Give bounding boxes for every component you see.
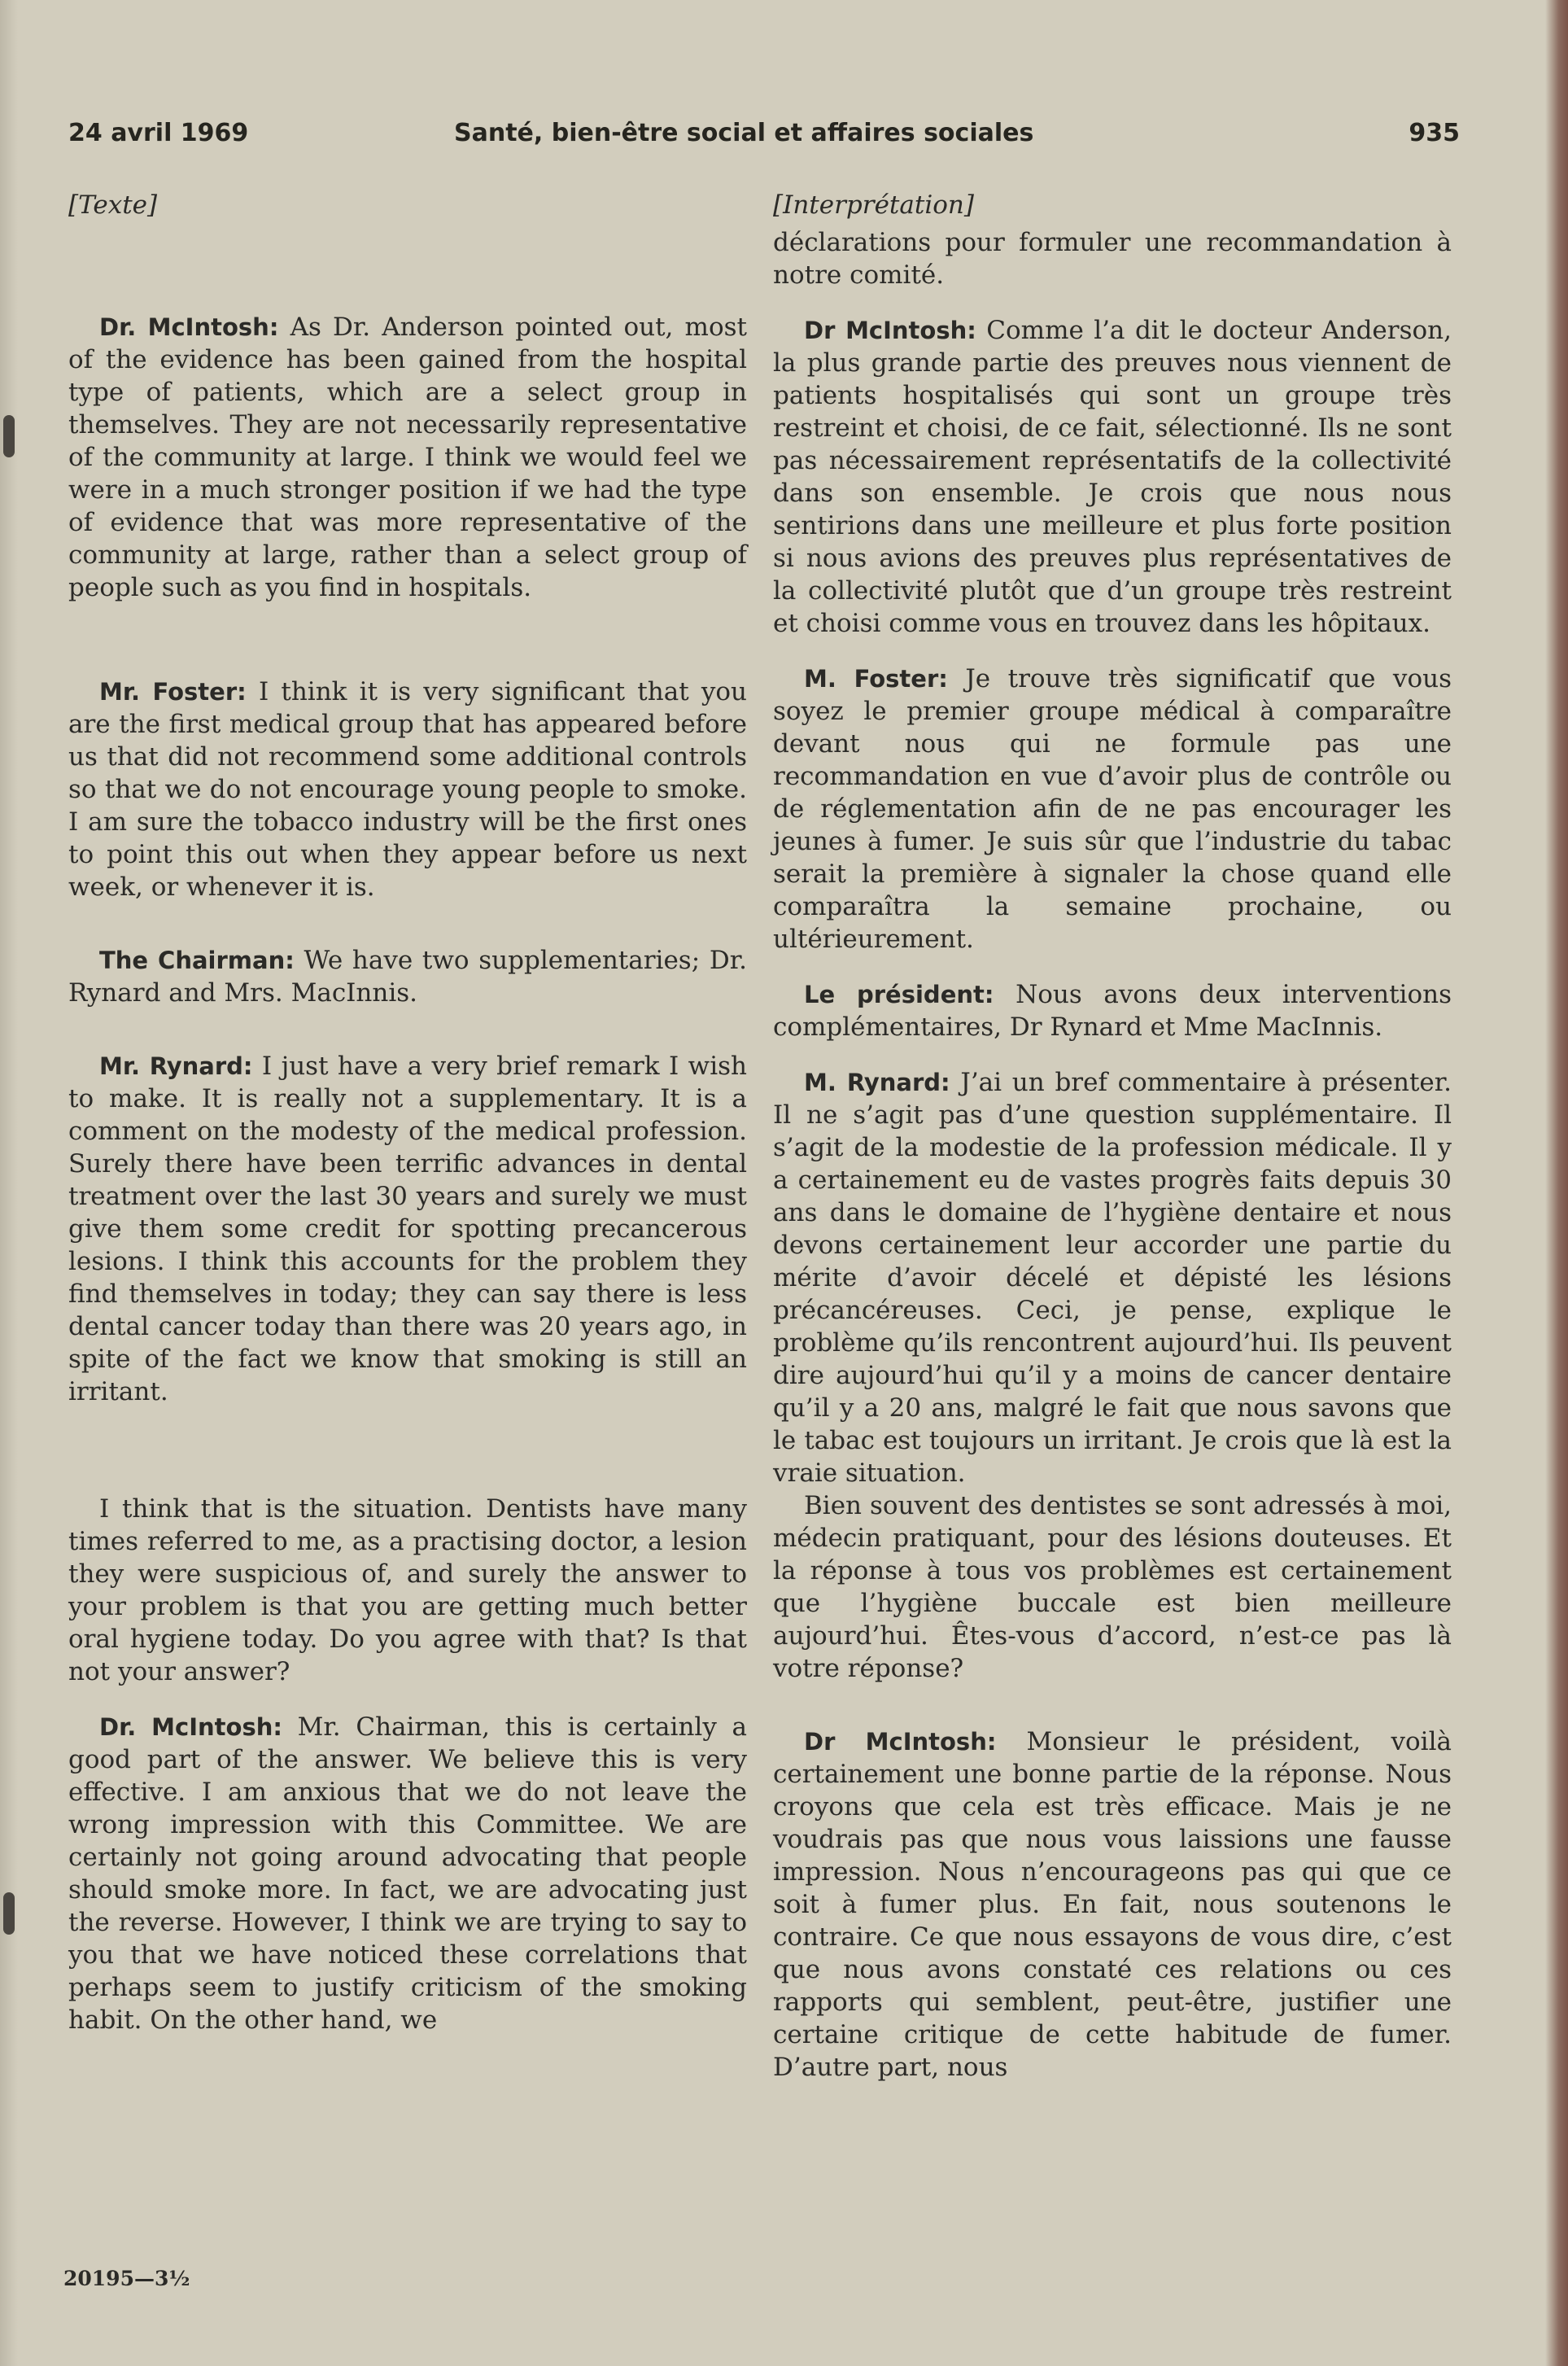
paragraph-text: J’ai un bref commentaire à présenter. Il ne s’agit pas d’une question supplémentaire. Il s’agit de la modestie de la profession médicale. Il y a certainement eu de vastes progrès faits depuis 30 ans dans le domaine de l’hygiène dentaire et nous devons certainement leur accorder une partie du mérite d’avoir décelé et dépisté les lésions précancéreuses. Ceci, je pense, explique le problème qu’ils rencontrent aujourd’hui. Ils peuvent dire aujourd’hui qu’il y a moins de cancer dentaire qu’il y a 20 ans, malgré le fait que nous savons que le tabac est toujours un irritant. Je crois que là est la vraie situation.	[773, 1068, 1452, 1488]
speaker-name: The Chairman:	[99, 947, 295, 974]
speaker-name: Mr. Rynard:	[99, 1052, 253, 1080]
column-label-text: [Texte]	[68, 190, 158, 220]
header-title: Santé, bien-être social et affaires sociales	[454, 119, 1034, 147]
paragraph-text: Je trouve très significatif que vous soyez le premier groupe médical à comparaître devant nous qui ne formule pas une recommandation en vue d’avoir plus de contrôle ou de réglementation afin de ne pas encourager les jeunes à fumer. Je suis sûr que l’industrie du tabac serait la première à signaler la chose quand elle comparaîtra la semaine prochaine, ou ultérieurement.	[773, 664, 1452, 954]
right-paragraph	[773, 1489, 1452, 1685]
left-paragraph	[68, 1493, 747, 1688]
column-label-interpretation: [Interprétation]	[773, 190, 974, 220]
right-paragraph	[773, 978, 1452, 1043]
left-paragraph	[68, 1711, 747, 2036]
right-paragraph	[773, 1066, 1452, 1489]
page-right-edge	[1545, 0, 1568, 2366]
running-header	[68, 111, 1460, 160]
speaker-name: Dr McIntosh:	[804, 317, 976, 344]
binding-punch-hole	[3, 415, 15, 457]
speaker-name: Dr. McIntosh:	[99, 1713, 282, 1741]
paragraph-text: As Dr. Anderson pointed out, most of the evidence has been gained from the hospital type of patients, which are a select group in themselves. They are not necessarily representative of the community at large. I think we would feel we were in a much stronger position if we had the type of evidence that was more representative of the community at large, rather than a select group of people such as you find in hospitals.	[68, 313, 747, 602]
document-page	[68, 111, 1460, 2082]
paragraph-text: Monsieur le président, voilà certainement une bonne partie de la réponse. Nous croyons que cela est très efficace. Mais je ne voudrais pas que nous vous laissions une fausse impression. Nous n’encourageons pas qui que ce soit à fumer plus. En fait, nous soutenons le contraire. Ce que nous essayons de vous dire, c’est que nous avons constaté ces relations ou ces rapports qui semblent, peut-être, justifier une certaine critique de cette habitude de fumer. D’autre part, nous	[773, 1727, 1452, 2082]
paragraph-text: We have two supplementaries; Dr. Rynard and Mrs. MacInnis.	[68, 946, 747, 1008]
page-number: 935	[1409, 119, 1460, 147]
paragraph-text: Nous avons deux interventions complémentaires, Dr Rynard et Mme MacInnis.	[773, 980, 1452, 1042]
left-paragraph	[68, 944, 747, 1009]
right-paragraph	[773, 1725, 1452, 2084]
french-column	[773, 189, 1452, 2084]
page-binding-edge	[0, 0, 18, 2366]
header-date: 24 avril 1969	[68, 119, 249, 147]
paragraph-text: I think it is very significant that you are the first medical group that has appeared before us that did not recommend some additional controls so that we do not encourage young people to smoke. I am sure the tobacco industry will be the first ones to point this out when they appear before us next week, or whenever it is.	[68, 677, 747, 902]
speaker-name: Dr McIntosh:	[804, 1728, 997, 1756]
paragraph-text: I just have a very brief remark I wish to make. It is really not a supplementary. It is a comment on the modesty of the medical profession. Surely there have been terrific advances in dental treatment over the last 30 years and surely we must give them some credit for spotting precancerous lesions. I think this accounts for the problem they find themselves in today; they can say there is less dental cancer today than there was 20 years ago, in spite of the fact we know that smoking is still an irritant.	[68, 1052, 747, 1406]
right-paragraph	[773, 314, 1452, 640]
right-paragraph	[773, 663, 1452, 956]
speaker-name: Le président:	[804, 981, 994, 1008]
binding-punch-hole	[3, 1892, 15, 1935]
paragraph-text: I think that is the situation. Dentists have many times referred to me, as a practising doctor, a lesion they were suspicious of, and surely the answer to your problem is that you are getting much better oral hygiene today. Do you agree with that? Is that not your answer?	[68, 1494, 747, 1686]
left-paragraph	[68, 1050, 747, 1408]
speaker-name: M. Foster:	[804, 665, 948, 693]
speaker-name: Dr. McIntosh:	[99, 313, 279, 341]
left-paragraph	[68, 676, 747, 903]
english-column	[68, 189, 747, 2036]
speaker-name: M. Rynard:	[804, 1069, 950, 1096]
paragraph-text: Mr. Chairman, this is certainly a good part of the answer. We believe this is very effective. I am anxious that we do not leave the wrong impression with this Committee. We are certainly not going around advocating that people should smoke more. In fact, we are advocating just the reverse. However, I think we are trying to say to you that we have noticed these correlations that perhaps seem to justify criticism of the smoking habit. On the other hand, we	[68, 1712, 747, 2035]
speaker-name: Mr. Foster:	[99, 678, 247, 706]
continued-paragraph: déclarations pour formuler une recommandation à notre comité.	[773, 228, 1452, 290]
left-paragraph	[68, 311, 747, 604]
paragraph-text: Bien souvent des dentistes se sont adressés à moi, médecin pratiquant, pour des lésions douteuses. Et la réponse à tous vos problèmes est certainement que l’hygiène buccale est bien meilleure aujourd’hui. Êtes-vous d’accord, n’est-ce pas là votre réponse?	[773, 1491, 1452, 1683]
printer-folio: 20195—3½	[63, 2267, 190, 2290]
paragraph-text: Comme l’a dit le docteur Anderson, la plus grande partie des preuves nous viennent de patients hospitalisés qui sont un groupe très restreint et choisi, de ce fait, sélectionné. Ils ne sont pas nécessairement représentatifs de la collectivité dans son ensemble. Je crois que nous nous sentirions dans une meilleure et plus forte position si nous avions des preuves plus représentatives de la collectivité plutôt que d’un groupe très restreint et choisi comme vous en trouvez dans les hôpitaux.	[773, 316, 1452, 638]
